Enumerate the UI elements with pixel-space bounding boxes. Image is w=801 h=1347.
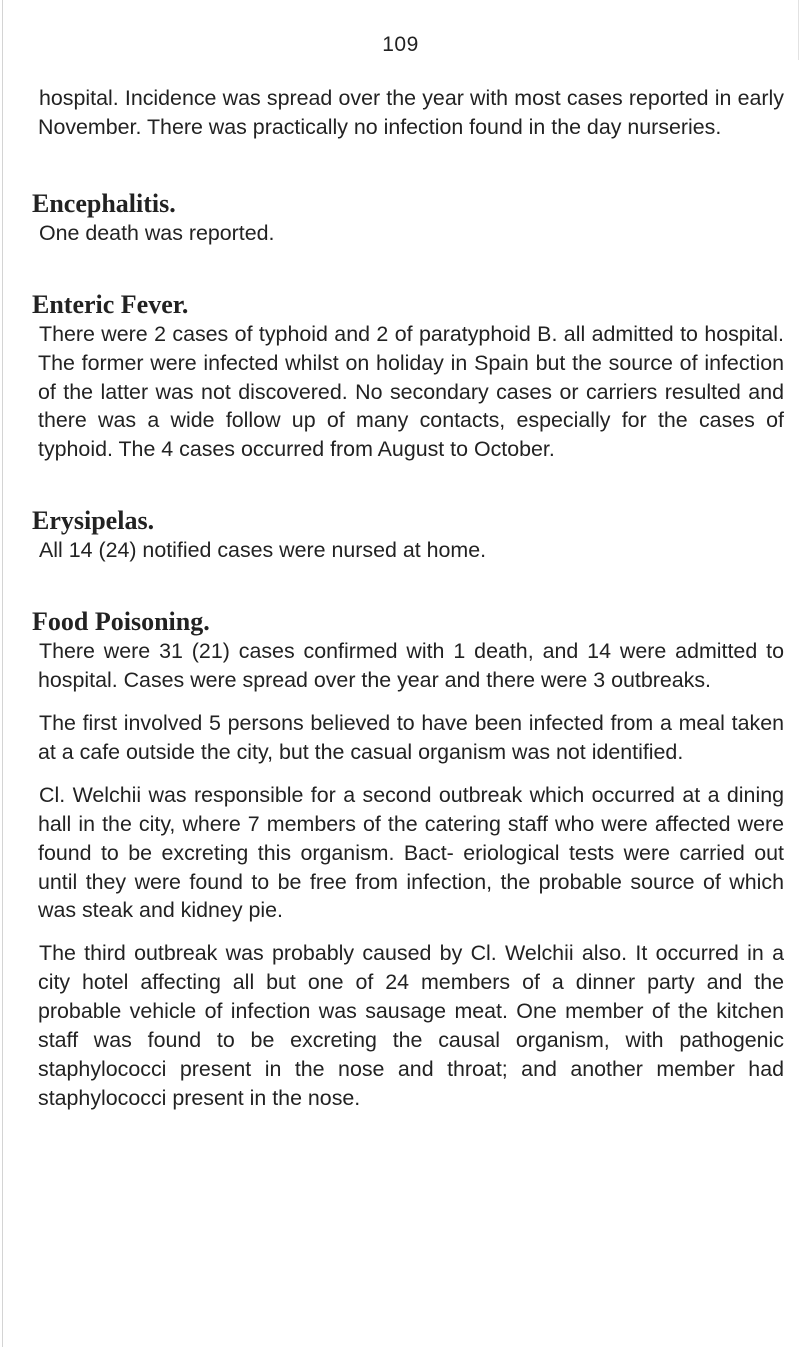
heading-encephalitis: Encephalitis. (32, 188, 176, 218)
intro-paragraph: hospital. Incidence was spread over the year with most cases reported in early November. There was practically no infection found in the day nurseries. (38, 86, 784, 139)
food-poisoning-paragraph-2: The first involved 5 persons believed to have been infected from a meal taken at a cafe outside the city, but the casual organism was not identified. (38, 710, 784, 764)
page-edge-left (2, 0, 3, 1347)
food-poisoning-paragraph-4: The third outbreak was probably caused by Cl. Welchii also. It occurred in a city hotel affecting all but one of 24 members of a dinner party and the probable vehicle of infection was sausage meat. One member of the kitchen staff was found to be excreting the causal organism, with pathogenic staphylococci present in the nose and throat; and another member had staphylococci present in the nose. (38, 941, 784, 1110)
erysipelas-paragraph: All 14 (24) notified cases were nursed at home. (39, 538, 487, 563)
food-poisoning-paragraph-3: Cl. Welchii was responsible for a second outbreak which occurred at a dining hall in the city, where 7 members of the catering staff who were affected were found to be excreting this organism. Bact- eriological tests were carried out until they were found to be free from infection, the probable source of which was steak and kidney pie. (38, 782, 784, 923)
heading-enteric-fever: Enteric Fever. (32, 289, 189, 319)
enteric-fever-paragraph: There were 2 cases of typhoid and 2 of paratyphoid B. all admitted to hospital. The former were infected whilst on holiday in Spain but the source of infection of the latter was not discovered. No secondary cases or carriers resulted and there was a wide follow up of many contacts, especially for the cases of typhoid. The 4 cases occurred from August to October. (38, 321, 784, 462)
page-number: 109 (382, 33, 419, 56)
page-body (32, 84, 784, 1113)
food-poisoning-paragraph-1: There were 31 (21) cases confirmed with 1 death, and 14 were admitted to hospital. Cases were spread over the year and there were 3 outbreaks. (38, 639, 784, 693)
heading-food-poisoning: Food Poisoning. (32, 607, 210, 637)
encephalitis-paragraph: One death was reported. (39, 220, 275, 245)
heading-erysipelas: Erysipelas. (32, 506, 155, 536)
